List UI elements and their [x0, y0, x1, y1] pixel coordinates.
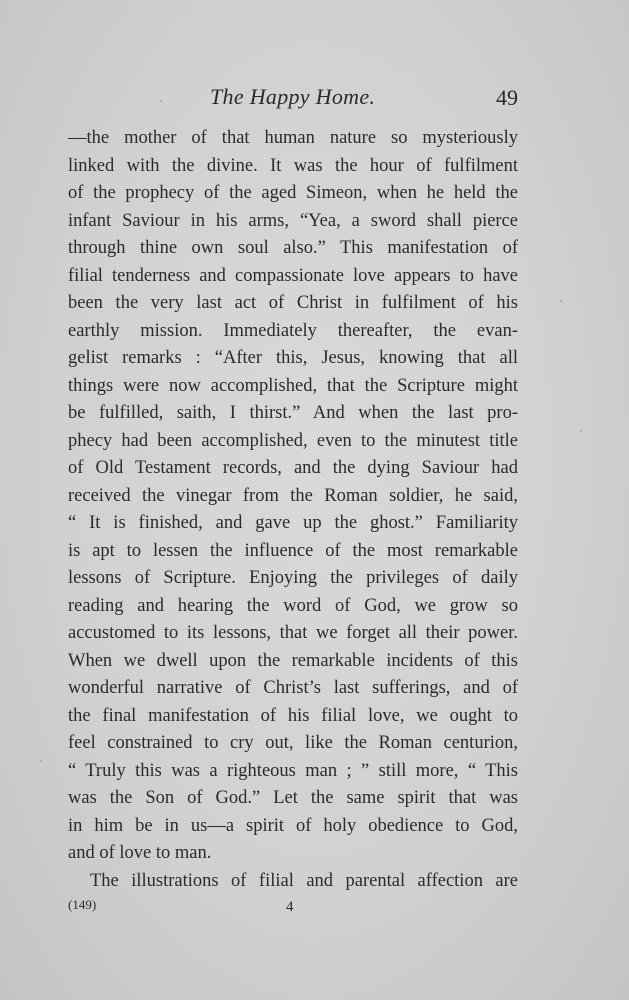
text-line: When we dwell upon the remarkable incidents of this	[68, 650, 518, 671]
text-line: of Old Testament records, and the dying Saviour had	[68, 458, 518, 478]
text-line: is apt to lessen the influence of the most remarkable	[68, 540, 518, 561]
text-line: lessons of Scripture. Enjoying the privileges of daily	[68, 568, 518, 588]
text-line: gelist remarks : “After this, Jesus, knowing that all	[68, 348, 518, 368]
page-number: 49	[496, 85, 518, 110]
text-line: “ It is finished, and gave up the ghost.” Familiarity	[68, 513, 518, 533]
text-line: was the Son of God.” Let the same spirit that was	[68, 788, 518, 808]
paper-speck	[160, 100, 162, 102]
paper-speck	[580, 430, 582, 432]
page-footer	[68, 897, 518, 921]
running-head	[68, 84, 518, 114]
paragraph-end-line: and of love to man.	[68, 843, 212, 863]
text-line: infant Saviour in his arms, “Yea, a sword shall pierce	[68, 210, 518, 231]
text-line: received the vinegar from the Roman soldier, he said,	[68, 485, 518, 506]
text-line: through thine own soul also.” This manifestation of	[68, 238, 518, 258]
text-line: linked with the divine. It was the hour of fulfilment	[68, 155, 518, 176]
paper-speck	[560, 300, 562, 302]
text-line: of the prophecy of the aged Simeon, when he held the	[68, 183, 518, 203]
paragraph-start-line: The illustrations of filial and parental affection are	[90, 870, 518, 891]
running-title: The Happy Home.	[210, 84, 376, 109]
text-line: reading and hearing the word of God, we grow so	[68, 595, 518, 616]
text-line: —the mother of that human nature so mysteriously	[68, 128, 518, 148]
text-line: things were now accomplished, that the Scripture might	[68, 375, 518, 396]
paper-speck	[40, 760, 42, 762]
text-line: “ Truly this was a righteous man ; ” still more, “ This	[68, 760, 518, 781]
text-line: earthly mission. Immediately thereafter, the evan-	[68, 320, 518, 341]
text-line: been the very last act of Christ in fulfilment of his	[68, 293, 518, 313]
text-line: the final manifestation of his filial love, we ought to	[68, 705, 518, 726]
signature-number: 4	[286, 899, 294, 915]
text-line: accustomed to its lessons, that we forget all their power.	[68, 623, 518, 643]
text-line: feel constrained to cry out, like the Roman centurion,	[68, 733, 518, 753]
signature-mark: (149)	[68, 897, 97, 912]
text-line: in him be in us—a spirit of holy obedience to God,	[68, 815, 518, 836]
body-text	[68, 125, 518, 895]
text-line: wonderful narrative of Christ’s last sufferings, and of	[68, 678, 518, 698]
text-line: filial tenderness and compassionate love appears to have	[68, 265, 518, 286]
text-line: be fulfilled, saith, I thirst.” And when the last pro-	[68, 403, 518, 423]
text-line: phecy had been accomplished, even to the minutest title	[68, 430, 518, 451]
